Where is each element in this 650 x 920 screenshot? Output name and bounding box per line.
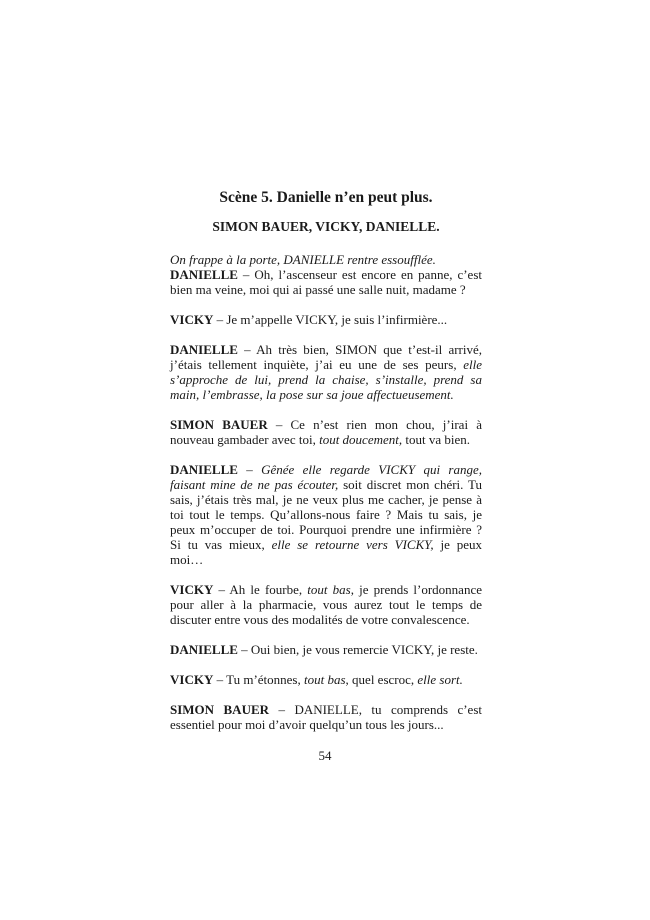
dialogue-text: je peux moi… bbox=[170, 537, 483, 567]
speaker-name: DANIELLE bbox=[170, 342, 238, 357]
scene-title: Scène 5. Danielle n’en peut plus. bbox=[219, 189, 433, 206]
dialogue-paragraph-vicky-1 bbox=[170, 312, 482, 327]
dialogue-text: – bbox=[237, 462, 262, 477]
stage-direction-inline: tout doucement, bbox=[319, 432, 403, 447]
dialogue-paragraph-danielle-4 bbox=[170, 642, 482, 657]
dialogue-text: – Ah le fourbe, bbox=[213, 582, 308, 597]
dialogue-paragraph-simon-2 bbox=[170, 702, 482, 732]
dialogue-text: – Ce n’est rien mon chou, j’irai à nouveau gambader avec toi, bbox=[170, 417, 482, 447]
dialogue-text: – Oui bien, je vous remercie VICKY, je reste. bbox=[237, 642, 478, 657]
dialogue-text: , quel escroc, bbox=[345, 672, 418, 687]
dialogue-paragraph-simon-1 bbox=[170, 417, 482, 447]
dialogue-text: – Je m’appelle VICKY, je suis l’infirmière... bbox=[213, 312, 448, 327]
stage-direction-inline: tout bas bbox=[304, 672, 346, 687]
stage-direction bbox=[170, 252, 482, 267]
dialogue-text: – Oh, l’ascenseur est encore en panne, c’est bien ma veine, moi qui ai passé une salle nuit, madame ? bbox=[170, 267, 482, 297]
speaker-name: VICKY bbox=[170, 582, 214, 597]
dialogue-paragraph-vicky-2 bbox=[170, 582, 482, 627]
speaker-name: DANIELLE bbox=[170, 267, 238, 282]
dialogue-text: tout va bien. bbox=[402, 432, 471, 447]
dialogue-paragraph-danielle-3 bbox=[170, 462, 482, 567]
dialogue-paragraph-vicky-3 bbox=[170, 672, 482, 687]
dialogue-text: – Tu m’étonnes, bbox=[213, 672, 304, 687]
speaker-name: DANIELLE bbox=[170, 642, 238, 657]
speaker-name: DANIELLE bbox=[170, 462, 238, 477]
dialogue-text: – Ah très bien, SIMON que t’est-il arrivé, j’étais tellement inquiète, j’ai eu une de ses peurs, bbox=[170, 342, 482, 372]
speaker-name: SIMON BAUER bbox=[170, 702, 270, 717]
stage-direction-inline: elle sort. bbox=[417, 672, 463, 687]
speaker-name: SIMON BAUER bbox=[170, 417, 268, 432]
dialogue-text: – DANIELLE, tu comprends c’est essentiel pour moi d’avoir quelqu’un tous les jours... bbox=[170, 702, 482, 732]
speaker-name: VICKY bbox=[170, 312, 214, 327]
speaker-name: VICKY bbox=[170, 672, 214, 687]
stage-direction-inline: tout bas bbox=[307, 582, 351, 597]
stage-direction-text: On frappe à la porte, DANIELLE rentre essoufflée. bbox=[170, 252, 436, 267]
page-content bbox=[170, 0, 482, 747]
dialogue-paragraph-danielle-1 bbox=[170, 267, 482, 297]
stage-direction-inline: Gênée elle regarde VICKY qui range, faisant mine de ne pas écouter, bbox=[170, 462, 482, 492]
dialogue-paragraph-danielle-2 bbox=[170, 342, 482, 402]
characters-list: SIMON BAUER, VICKY, DANIELLE. bbox=[212, 219, 440, 234]
dialogue-text: , je prends l’ordonnance pour aller à la pharmacie, vous aurez tout le temps de discuter entre vous des modalités de votre convalescence. bbox=[170, 582, 482, 627]
page-number: 54 bbox=[318, 748, 332, 763]
stage-direction-inline: elle se retourne vers VICKY, bbox=[271, 537, 434, 552]
stage-direction-inline: elle s’approche de lui, prend la chaise, s’installe, prend sa main, l’embrasse, la pose sur sa joue affectueusement. bbox=[170, 357, 482, 402]
dialogue-text: soit discret mon chéri. Tu sais, j’étais très mal, je ne veux plus me cacher, je pense à toi tout le temps. Qu’allons-nous faire ? Mais tu sais, je peux m’occuper de toi. Pourquoi prendre une infirmière ? Si tu vas mieux, bbox=[170, 477, 482, 552]
